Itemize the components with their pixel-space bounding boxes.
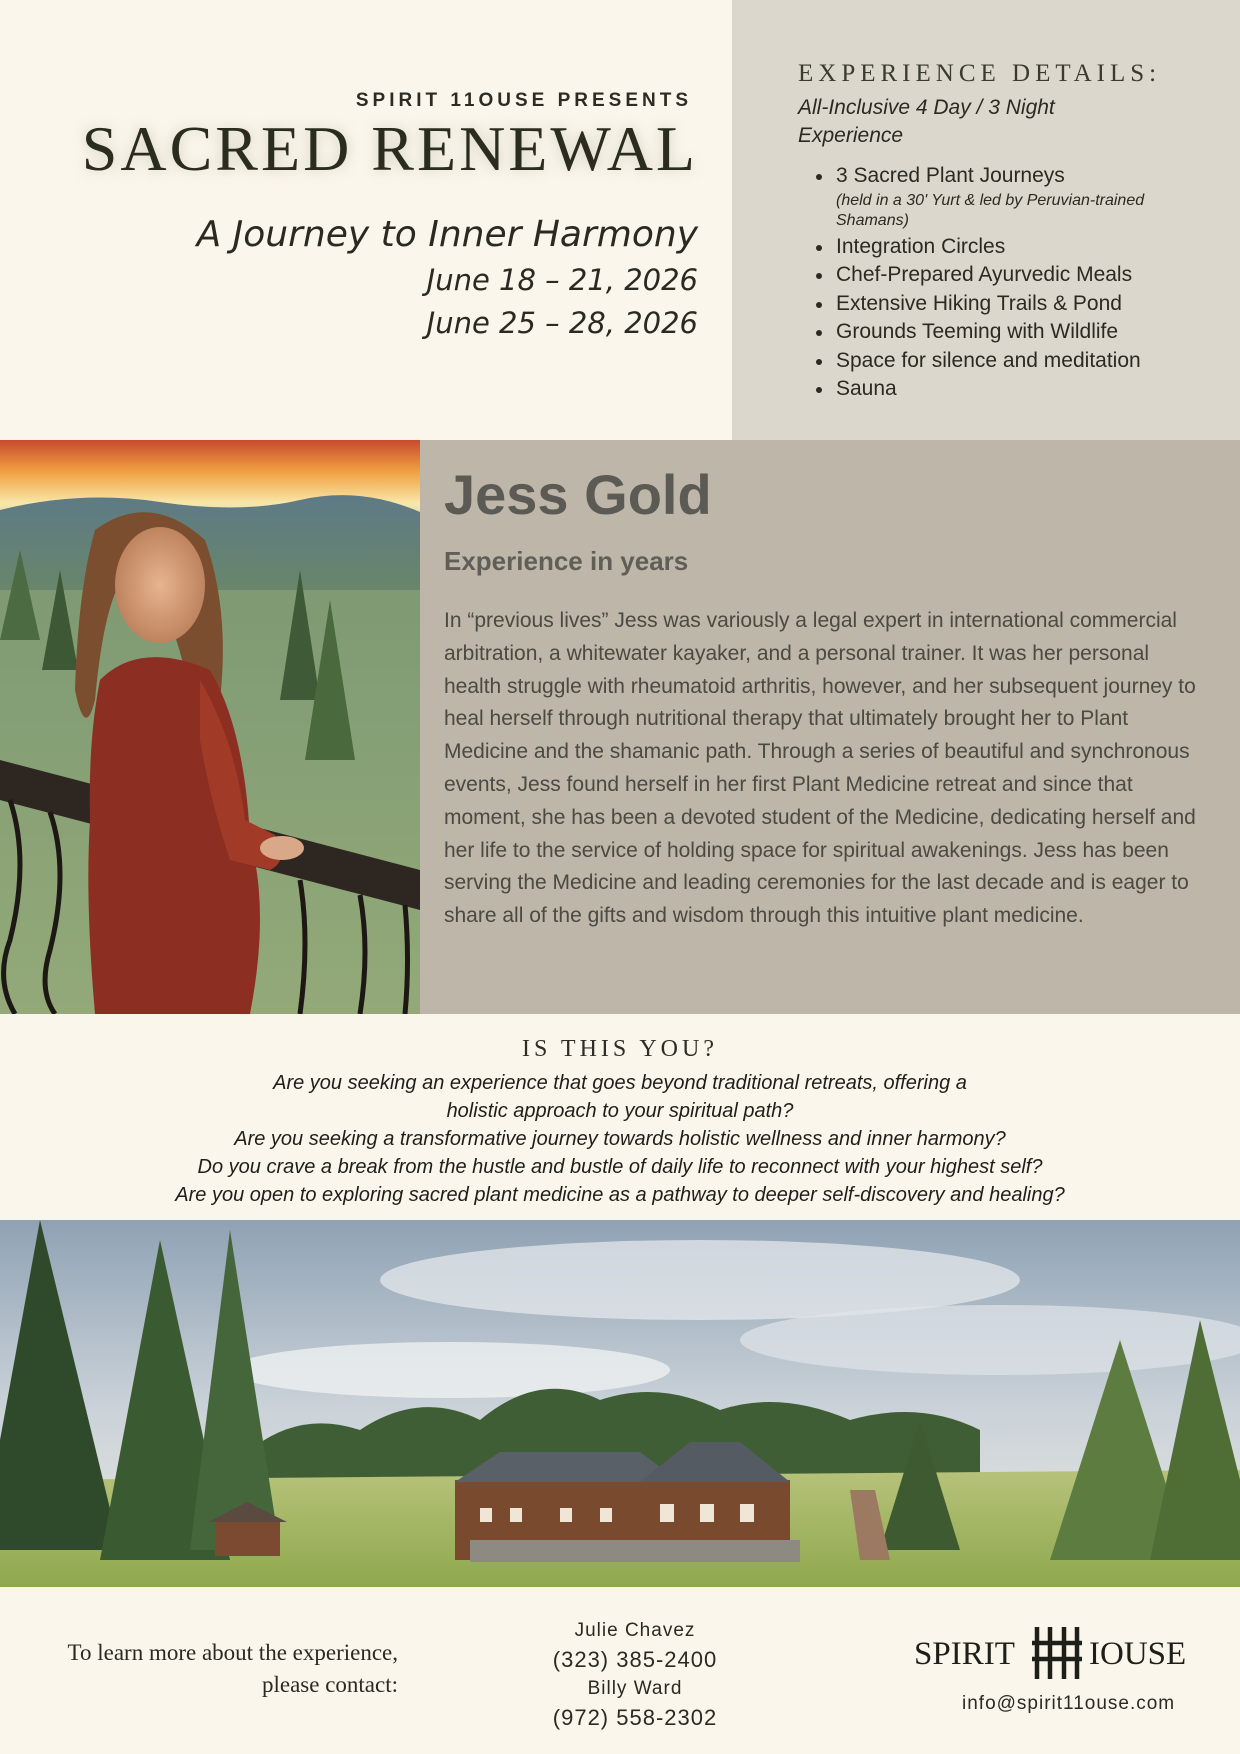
questions-list	[0, 1069, 1240, 1209]
hero-section	[0, 0, 732, 440]
list-item: Sauna	[812, 375, 1220, 404]
experience-details-panel	[732, 0, 1240, 440]
event-date: June 18 – 21, 2026	[426, 263, 698, 297]
page-subtitle: A Journey to Inner Harmony	[196, 214, 698, 255]
list-item: Space for silence and meditation	[812, 347, 1220, 376]
question-line: Are you seeking a transformative journey towards holistic wellness and inner harmony?	[234, 1128, 1006, 1150]
contact-lead	[68, 1637, 398, 1701]
questions-heading: IS THIS YOU?	[522, 1036, 718, 1062]
contact-name: Julie Chavez	[574, 1620, 696, 1641]
question-line: Are you open to exploring sacred plant medicine as a pathway to deeper self-discovery and healing?	[175, 1184, 1065, 1206]
page-title: SACRED RENEWAL	[81, 113, 698, 184]
portrait-photo	[0, 440, 420, 1014]
bio-name: Jess Gold	[444, 463, 712, 526]
question-line: Are you seeking an experience that goes beyond traditional retreats, offering a	[273, 1072, 967, 1094]
details-list	[798, 162, 1220, 404]
contact-email[interactable]: info@spirit11ouse.com	[962, 1693, 1176, 1714]
landscape-photo	[0, 1220, 1240, 1587]
questions-section	[0, 1014, 1240, 1220]
bio-panel	[420, 440, 1240, 1014]
list-item-label: 3 Sacred Plant Journeys	[836, 164, 1065, 187]
list-item: Extensive Hiking Trails & Pond	[812, 290, 1220, 319]
contact-lead-line: please contact:	[261, 1672, 398, 1697]
bio-text: In “previous lives” Jess was variously a legal expert in international commercial arbitration, a whitewater kayaker, and a personal trainer. It was her personal health struggle with rheumatoid arthritis, however, and her subsequent journey to heal herself through nutritional therapy that ultimately brought her to Plant Medicine and the shamanic path. Through a series of beautiful and synchronous events, Jess found herself in her first Plant Medicine retreat and since that moment, she has been a devoted student of the Medicine, dedicating herself and her life to the service of holding space for spiritual awakenings. Jess has been serving the Medicine and leading ceremonies for the last decade and is eager to share all of the gifts and wisdom through this intuitive plant medicine.	[444, 609, 1196, 928]
contact-phone: (323) 385-2400	[552, 1647, 718, 1672]
footer	[0, 1587, 1240, 1754]
question-line: Do you crave a break from the hustle and bustle of daily life to reconnect with your highest self?	[197, 1156, 1043, 1178]
question-line: holistic approach to your spiritual path?	[446, 1100, 794, 1122]
landscape-illustration	[0, 1220, 1240, 1587]
contact-lead-line: To learn more about the experience,	[67, 1640, 398, 1665]
list-item: Grounds Teeming with Wildlife	[812, 318, 1220, 347]
bio-tagline: Experience in years	[444, 546, 689, 576]
spirit-house-logo	[912, 1621, 1212, 1681]
portrait-illustration	[0, 440, 420, 1014]
contact-name: Billy Ward	[587, 1678, 683, 1699]
list-item: Integration Circles	[812, 233, 1220, 262]
logo-text-house: IOUSE	[1089, 1636, 1187, 1672]
list-item-note: (held in a 30' Yurt & led by Peruvian-trained Shamans)	[836, 191, 1145, 229]
logo-text-spirit: SPIRIT	[914, 1636, 1015, 1672]
details-subheading: All-Inclusive 4 Day / 3 Night Experience	[798, 96, 1055, 147]
list-item	[812, 162, 1220, 233]
list-item: Chef-Prepared Ayurvedic Meals	[812, 261, 1220, 290]
contact-phone: (972) 558-2302	[552, 1705, 718, 1730]
details-heading: EXPERIENCE DETAILS:	[798, 60, 1162, 87]
logo-mark	[1032, 1627, 1082, 1679]
contacts	[500, 1617, 770, 1733]
event-date: June 25 – 28, 2026	[426, 306, 698, 340]
presents-label: SPIRIT 11OUSE PRESENTS	[355, 90, 692, 111]
